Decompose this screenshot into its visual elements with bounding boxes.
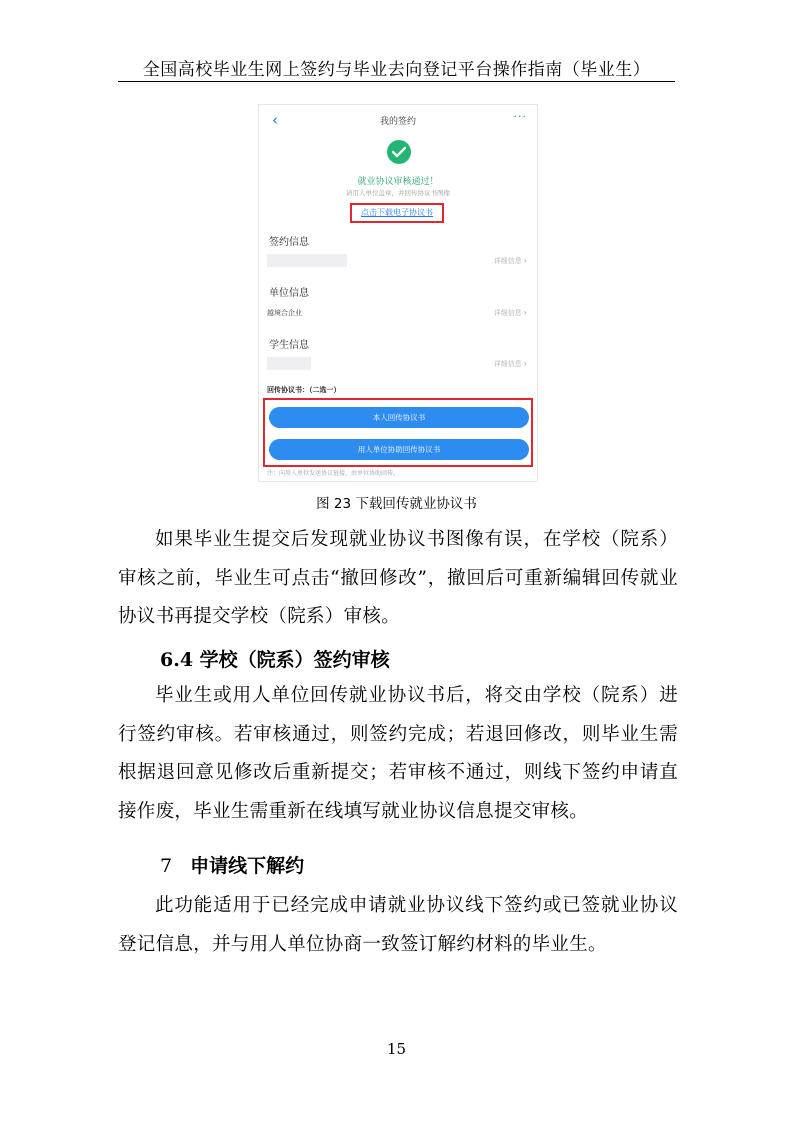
chevron-left-icon[interactable]: ‹	[272, 111, 278, 129]
section-title-employer-info: 单位信息	[269, 288, 309, 299]
section-heading-7	[160, 853, 304, 879]
section-heading-6-4: 6.4 学校（院系）签约审核	[160, 649, 390, 671]
section-title-student-info: 学生信息	[269, 340, 309, 351]
chevron-right-icon: ›	[523, 256, 527, 265]
detail-label: 详细信息	[493, 360, 522, 368]
download-agreement-link[interactable]: 点击下载电子协议书	[361, 208, 433, 217]
section-heading-text: 申请线下解约	[190, 855, 305, 877]
running-header: 全国高校毕业生网上签约与毕业去向登记平台操作指南（毕业生）	[142, 60, 651, 80]
detail-link-student-info[interactable]	[494, 359, 527, 369]
detail-link-sign-info[interactable]	[494, 256, 527, 266]
footnote: 注：向用人单位发送协议链接，由单位协助回传。	[267, 470, 400, 477]
chevron-right-icon: ›	[523, 359, 527, 368]
self-upload-button[interactable]: 本人回传协议书	[269, 407, 529, 428]
page-number: 15	[386, 1040, 407, 1058]
detail-link-employer-info[interactable]	[494, 308, 527, 318]
detail-label: 详细信息	[493, 309, 522, 317]
paragraph-offline-cancel: 此功能适用于已经完成申请就业协议线下签约或已签就业协议登记信息，并与用人单位协商一致签订解约材料的毕业生。	[118, 895, 678, 955]
employer-upload-button[interactable]: 用人单位协助回传协议书	[269, 439, 529, 460]
phone-screenshot	[258, 104, 538, 482]
figure-caption: 图 23 下载回传就业协议书	[316, 496, 477, 512]
detail-label: 详细信息	[493, 257, 522, 265]
status-subtitle: 请用人单位盖章，并回传协议书图像	[346, 189, 450, 197]
upload-label: 回传协议书：（二选一）	[267, 386, 341, 394]
redacted-field	[267, 357, 311, 370]
section-number: 7	[160, 855, 173, 877]
more-icon[interactable]: ···	[513, 110, 527, 123]
chevron-right-icon: ›	[523, 308, 527, 317]
employer-name: 越境合企业	[267, 309, 302, 317]
paragraph-withdraw: 如果毕业生提交后发现就业协议书图像有误，在学校（院系）审核之前，毕业生可点击“撤回修改”，撤回后可重新编辑回传就业协议书再提交学校（院系）审核。	[118, 529, 678, 627]
header-rule	[118, 81, 675, 82]
section-title-sign-info: 签约信息	[269, 237, 309, 248]
nav-title: 我的签约	[379, 117, 416, 127]
redacted-field	[267, 254, 347, 267]
paragraph-school-review: 毕业生或用人单位回传就业协议书后，将交由学校（院系）进行签约审核。若审核通过，则签约完成；若退回修改，则毕业生需根据退回意见修改后重新提交；若审核不通过，则线下签约申请直接作废，毕业生需重新在线填写就业协议信息提交审核。	[118, 685, 678, 822]
status-title: 就业协议审核通过！	[357, 177, 439, 187]
check-circle-icon	[387, 140, 411, 164]
